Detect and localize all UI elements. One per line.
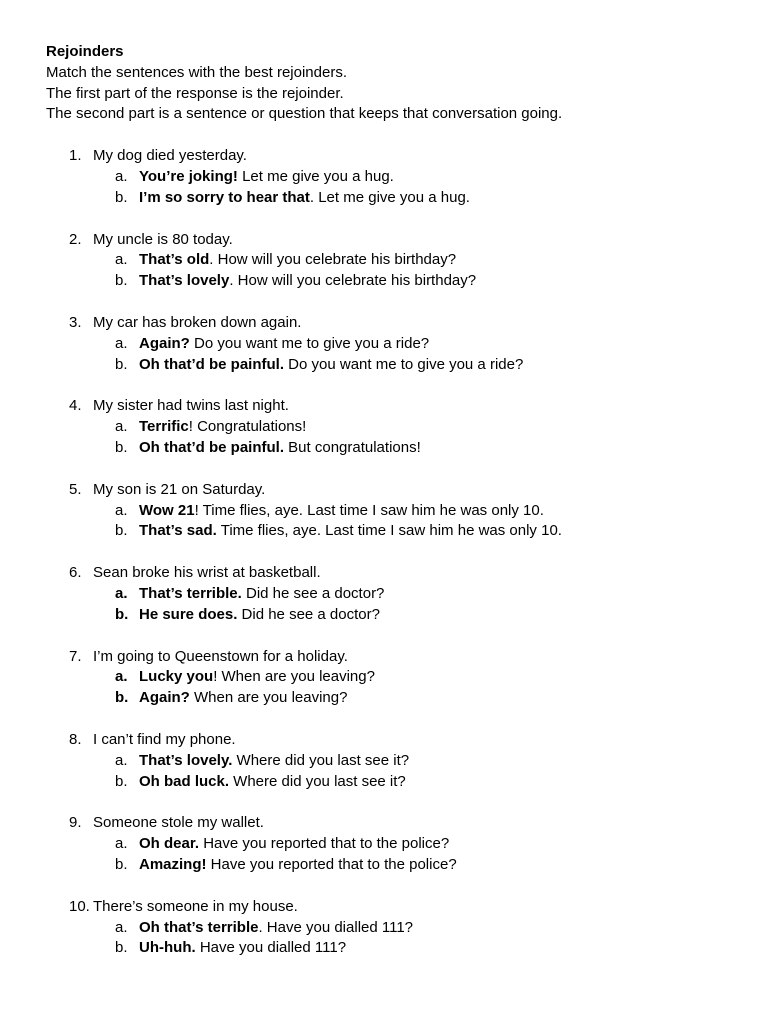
question-number-cell [46,146,93,167]
option-letter: a. [115,584,128,602]
question-number: 8. [69,730,82,748]
option-text [139,167,394,188]
option-item [46,918,768,939]
rejoinder-text: Oh dear. [139,835,200,853]
question-number: 4. [69,397,82,415]
option-item [46,584,768,605]
question-number: 6. [69,564,82,582]
question-number-cell [46,730,93,751]
option-list [46,334,768,376]
question-text: Sean broke his wrist at basketball. [93,564,321,582]
option-text [139,605,380,626]
rejoinder-text: Oh that’d be painful. [139,438,284,456]
option-letter: b. [115,438,128,456]
question-item [46,313,768,375]
rejoinder-text: Lucky you [139,668,214,686]
follow-up-text: But congratulations! [284,438,421,456]
option-text [139,355,523,376]
option-text [139,417,306,438]
option-item [46,334,768,355]
option-text [139,834,449,855]
option-letter: b. [115,605,129,623]
question-list [46,146,768,959]
option-letter: b. [115,272,128,290]
question-number: 10. [69,897,90,915]
option-item [46,605,768,626]
question-row [46,813,768,834]
option-letter: b. [115,188,128,206]
follow-up-text: Where did you last see it? [229,772,406,790]
question-row [46,230,768,251]
option-item [46,667,768,688]
option-letter: a. [115,668,128,686]
rejoinder-text: Again? [139,689,190,707]
rejoinder-text: That’s lovely [139,272,230,290]
follow-up-text: . How will you celebrate his birthday? [209,251,457,269]
follow-up-text: Have you reported that to the police? [199,835,450,853]
rejoinder-text: I’m so sorry to hear that [139,188,310,206]
option-item [46,855,768,876]
option-letter: a. [115,167,128,185]
option-item [46,188,768,209]
option-text [139,501,544,522]
option-text [139,688,347,709]
option-list [46,667,768,709]
option-letter: a. [115,835,128,853]
option-list [46,751,768,793]
option-item [46,938,768,959]
question-row [46,730,768,751]
question-row [46,480,768,501]
option-letter: b. [115,355,128,373]
follow-up-text: Did he see a doctor? [241,584,385,602]
question-text: My sister had twins last night. [93,397,289,415]
question-number-cell [46,563,93,584]
option-list [46,584,768,626]
option-item [46,834,768,855]
question-item [46,730,768,792]
option-letter: a. [115,418,128,436]
question-number-cell [46,230,93,251]
rejoinder-text: That’s old [139,251,210,269]
question-text: My dog died yesterday. [93,147,247,165]
option-list [46,250,768,292]
option-letter: a. [115,501,128,519]
rejoinder-text: Again? [139,334,190,352]
question-number: 5. [69,480,82,498]
option-text [139,584,384,605]
option-text [139,188,470,209]
question-text: My car has broken down again. [93,313,302,331]
option-letter: b. [115,522,128,540]
option-item [46,751,768,772]
question-number: 3. [69,313,82,331]
option-text [139,334,429,355]
rejoinder-text: Oh that’d be painful. [139,355,284,373]
question-text: My uncle is 80 today. [93,230,233,248]
option-letter: a. [115,251,128,269]
question-item [46,146,768,208]
question-number-cell [46,480,93,501]
rejoinder-text: Amazing! [139,855,207,873]
question-number-cell [46,313,93,334]
question-item [46,813,768,875]
option-text [139,855,457,876]
question-text: I’m going to Queenstown for a holiday. [93,647,348,665]
question-row [46,396,768,417]
question-row [46,647,768,668]
question-item [46,230,768,292]
question-text: There’s someone in my house. [93,897,298,915]
page-title: Rejoinders [46,43,124,60]
option-list [46,167,768,209]
follow-up-text: ! When are you leaving? [213,668,375,686]
question-number-cell [46,647,93,668]
option-text [139,521,562,542]
option-item [46,772,768,793]
option-letter: a. [115,751,128,769]
instruction-line: The first part of the response is the rejoinder. [46,84,344,102]
option-list [46,501,768,543]
option-item [46,521,768,542]
option-text [139,271,476,292]
option-letter: a. [115,334,128,352]
option-letter: b. [115,689,129,707]
follow-up-text: Have you reported that to the police? [206,855,457,873]
option-text [139,751,409,772]
question-row [46,313,768,334]
follow-up-text: Did he see a doctor? [237,605,380,623]
follow-up-text: ! Congratulations! [188,418,307,436]
rejoinder-text: Wow 21 [139,501,195,519]
follow-up-text: Do you want me to give you a ride? [284,355,524,373]
question-number: 1. [69,147,82,165]
question-item [46,396,768,458]
question-number-cell [46,813,93,834]
instructions [46,63,768,125]
option-text [139,938,346,959]
rejoinder-text: That’s sad. [139,522,217,540]
rejoinder-text: Oh that’s terrible [139,918,259,936]
option-letter: a. [115,918,128,936]
follow-up-text: . Let me give you a hug. [309,188,470,206]
rejoinder-text: Uh-huh. [139,939,196,957]
follow-up-text: Where did you last see it? [232,751,410,769]
option-letter: b. [115,939,128,957]
follow-up-text: . How will you celebrate his birthday? [229,272,477,290]
option-list [46,834,768,876]
question-text: Someone stole my wallet. [93,814,264,832]
question-item [46,480,768,542]
rejoinder-text: That’s terrible. [139,584,242,602]
question-row [46,146,768,167]
follow-up-text: . Have you dialled 111? [258,918,414,936]
option-text [139,438,421,459]
follow-up-text: Do you want me to give you a ride? [189,334,430,352]
follow-up-text: Let me give you a hug. [237,167,394,185]
question-number: 2. [69,230,82,248]
question-text: I can’t find my phone. [93,730,236,748]
question-item [46,647,768,709]
option-item [46,688,768,709]
option-list [46,417,768,459]
option-item [46,271,768,292]
instruction-line: Match the sentences with the best rejoinders. [46,63,347,81]
rejoinder-text: That’s lovely. [139,751,233,769]
option-text [139,667,375,688]
option-letter: b. [115,855,128,873]
question-number-cell [46,396,93,417]
option-item [46,167,768,188]
question-item [46,563,768,625]
option-item [46,417,768,438]
option-item [46,250,768,271]
option-item [46,501,768,522]
rejoinder-text: Terrific [139,418,189,436]
question-number: 9. [69,814,82,832]
question-row [46,897,768,918]
option-list [46,918,768,960]
option-text [139,918,413,939]
option-text [139,772,406,793]
follow-up-text: ! Time flies, aye. Last time I saw him he was only 10. [194,501,544,519]
option-item [46,355,768,376]
option-item [46,438,768,459]
rejoinder-text: He sure does. [139,605,238,623]
question-item [46,897,768,959]
instruction-line: The second part is a sentence or question that keeps that conversation going. [46,105,563,123]
rejoinder-text: You’re joking! [139,167,238,185]
option-letter: b. [115,772,128,790]
question-number: 7. [69,647,82,665]
question-number-cell [46,897,93,918]
follow-up-text: Time flies, aye. Last time I saw him he was only 10. [216,522,562,540]
option-text [139,250,456,271]
follow-up-text: When are you leaving? [189,689,348,707]
question-row [46,563,768,584]
question-text: My son is 21 on Saturday. [93,480,266,498]
follow-up-text: Have you dialled 111? [195,939,347,957]
rejoinder-text: Oh bad luck. [139,772,230,790]
